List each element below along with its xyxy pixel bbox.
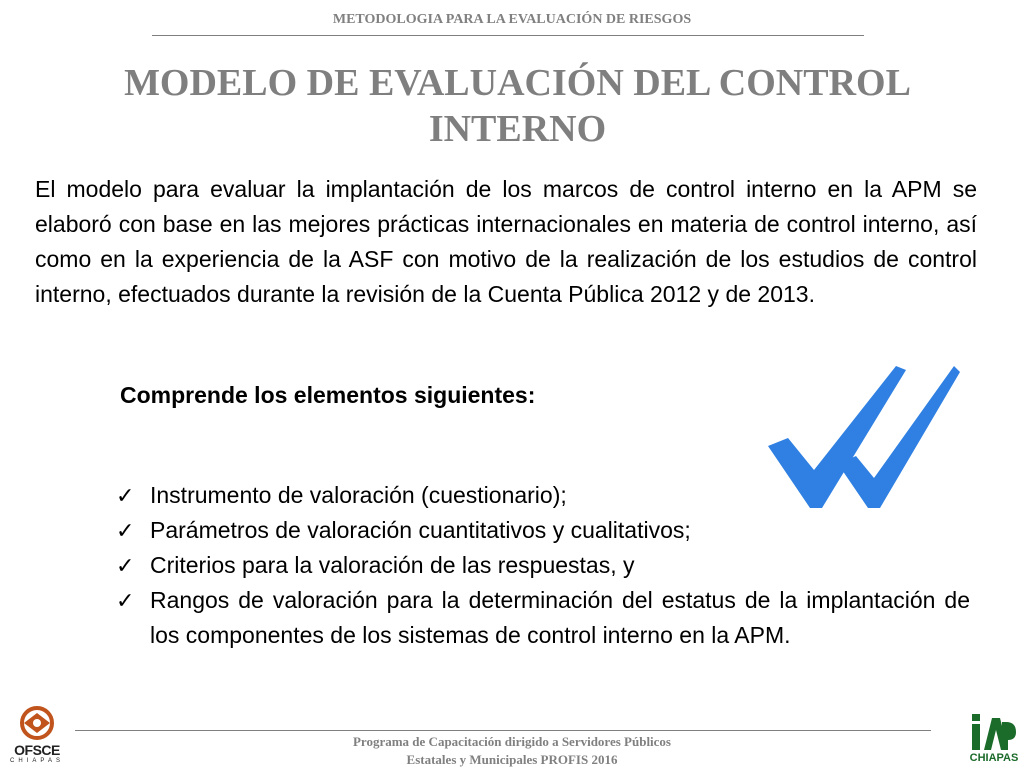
iap-logo-icon <box>970 712 1018 752</box>
footer-divider <box>75 730 931 731</box>
header-title: METODOLOGIA PARA LA EVALUACIÓN DE RIESGOS <box>332 12 692 27</box>
list-item-text: Instrumento de valoración (cuestionario); <box>150 482 567 508</box>
elements-subheading: Comprende los elementos siguientes: <box>120 382 536 408</box>
iap-logo-text: CHIAPAS <box>969 752 1019 764</box>
ofsce-logo-subtext: CHIAPAS <box>10 758 64 764</box>
list-item-text: Criterios para la valoración de las respuestas, y <box>150 552 635 578</box>
checkmark-icon: ✓ <box>116 518 135 543</box>
list-item-text: Parámetros de valoración cuantitativos y cualitativos; <box>150 517 691 543</box>
checkmark-icon: ✓ <box>116 588 135 613</box>
checkmark-icon: ✓ <box>116 553 135 578</box>
slide-title <box>70 60 965 152</box>
footer-line2: Estatales y Municipales PROFIS 2016 <box>406 752 618 767</box>
list-item <box>112 583 970 653</box>
intro-paragraph: El modelo para evaluar la implantación de los marcos de control interno en la APM se elaboró con base en las mejores prácticas internacionales en materia de control interno, así como en la experiencia de la ASF con motivo de la realización de los estudios de control interno, efectuados durante la revisión de la Cuenta Pública 2012 y de 2013. <box>35 176 977 307</box>
ofsce-logo-text: OFSCE <box>14 742 60 758</box>
list-item <box>112 513 970 548</box>
slide-title-line1: MODELO DE EVALUACIÓN DEL CONTROL <box>124 62 911 104</box>
slide-title-line2: INTERNO <box>428 108 607 150</box>
list-item <box>112 548 970 583</box>
double-checkmark-icon <box>764 360 960 512</box>
header-divider <box>152 35 864 36</box>
footer-line1: Programa de Capacitación dirigido a Servidores Públicos <box>352 734 671 749</box>
checkmark-icon: ✓ <box>116 483 135 508</box>
footer <box>0 733 1024 769</box>
list-item-text: Rangos de valoración para la determinación del estatus de la implantación de los componentes de los sistemas de control interno en la APM. <box>150 587 970 648</box>
